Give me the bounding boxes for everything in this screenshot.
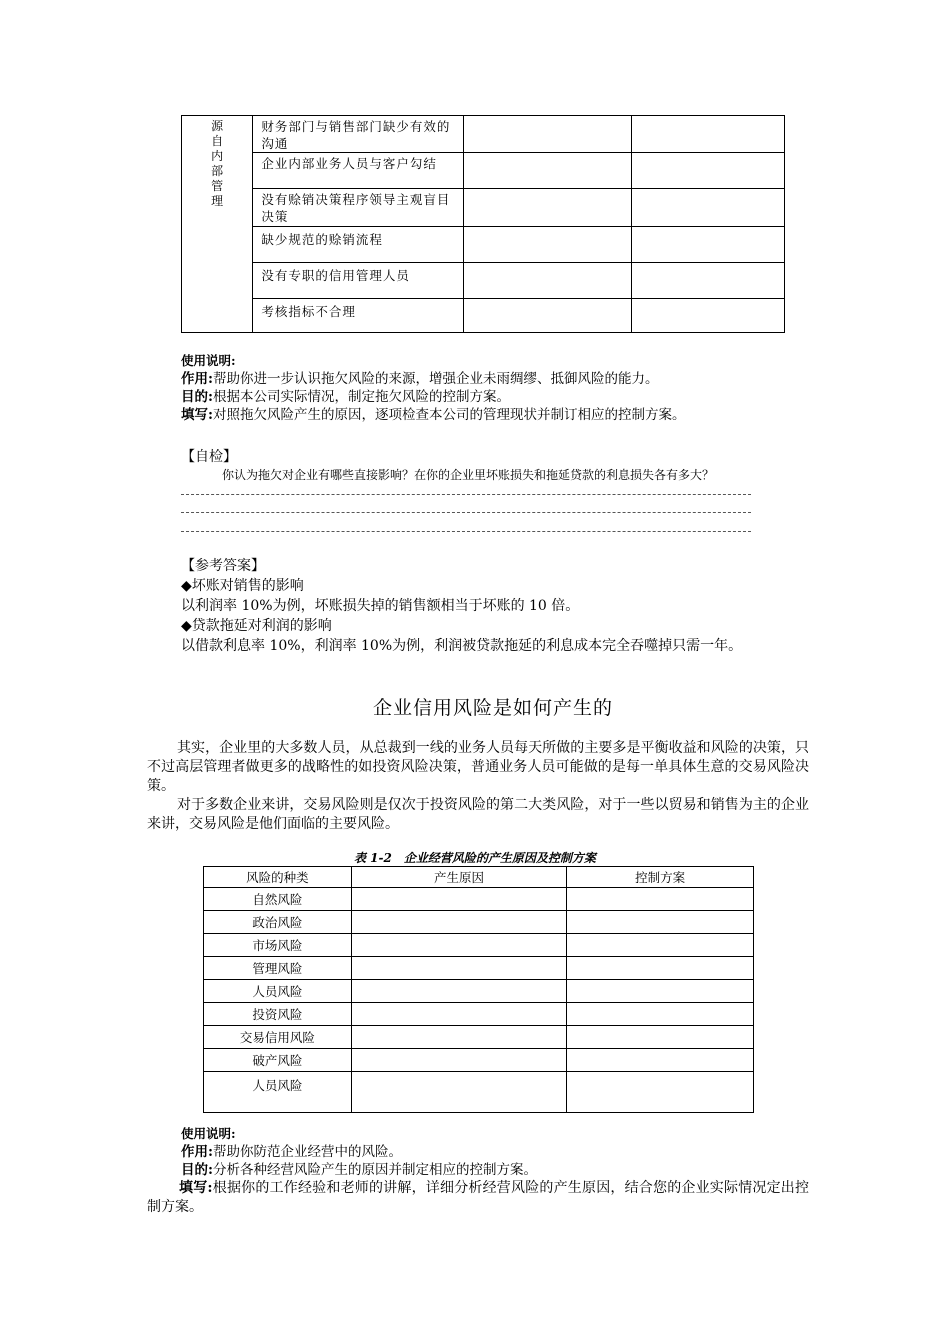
answer-item-text: 以借款利息率 10%，利润率 10%为例，利润被贷款拖延的利息成本完全吞噬掉只需一年。 (181, 638, 743, 654)
answer-line[interactable] (181, 531, 751, 532)
plan-input-cell[interactable] (567, 1072, 754, 1113)
source-cell (182, 116, 253, 333)
answer-line[interactable] (181, 494, 751, 495)
cause-cell: 缺少规范的赊销流程 (253, 227, 464, 263)
cause-cell: 没有赊销决策程序领导主观盲目决策 (253, 189, 464, 227)
plan-cell[interactable] (632, 227, 785, 263)
risk-type-cell: 人员风险 (204, 1072, 352, 1113)
cause-input-cell[interactable] (351, 980, 567, 1003)
selfcheck-question: 你认为拖欠对企业有哪些直接影响？在你的企业里坏账损失和拖延贷款的利息损失各有多大？ (222, 468, 715, 482)
answer-heading: 【参考答案】 (181, 558, 265, 574)
cause-input-cell[interactable] (351, 911, 567, 934)
plan-input-cell[interactable] (567, 957, 754, 980)
fill-instruction (147, 1179, 809, 1217)
plan-input-cell[interactable] (567, 911, 754, 934)
column-header: 控制方案 (567, 867, 754, 888)
status-cell[interactable] (464, 263, 632, 299)
plan-cell[interactable] (632, 116, 785, 153)
risk-type-cell: 市场风险 (204, 934, 352, 957)
fill-text: 根据你的工作经验和老师的讲解，详细分析经营风险的产生原因，结合您的企业实际情况定出控制方案。 (147, 1180, 810, 1215)
plan-input-cell[interactable] (567, 1026, 754, 1049)
section-title: 企业信用风险是如何产生的 (372, 697, 613, 719)
plan-cell[interactable] (632, 299, 785, 333)
source-label: 源自内部管理 (211, 119, 224, 208)
column-header: 产生原因 (351, 867, 567, 888)
reference-answer (181, 556, 742, 656)
answer-item-text: 以利润率 10%为例，坏账损失掉的销售额相当于坏账的 10 倍。 (181, 598, 580, 614)
section-paragraph: 对于多数企业来讲，交易风险则是仅次于投资风险的第二大类风险，对于一些以贸易和销售为主的企业来讲，交易风险是他们面临的主要风险。 (147, 797, 809, 832)
status-cell[interactable] (464, 299, 632, 333)
usage-heading: 使用说明: (181, 1126, 236, 1141)
cause-cell: 财务部门与销售部门缺少有效的沟通 (253, 116, 464, 153)
risk-type-cell: 管理风险 (204, 957, 352, 980)
business-risk-table (203, 866, 754, 1113)
answer-item-title: ◆贷款拖延对利润的影响 (181, 618, 332, 634)
status-cell[interactable] (464, 189, 632, 227)
fill-label: 填写: (181, 407, 213, 423)
plan-input-cell[interactable] (567, 934, 754, 957)
usage-notes-2 (181, 1125, 821, 1179)
goal-label: 目的: (181, 389, 213, 405)
goal-label: 目的: (181, 1162, 213, 1178)
risk-type-cell: 人员风险 (204, 980, 352, 1003)
effect-text: 帮助你防范企业经营中的风险。 (212, 1144, 402, 1160)
section-paragraph: 其实，企业里的大多数人员，从总裁到一线的业务人员每天所做的主要多是平衡收益和风险的决策，只不过高层管理者做更多的战略性的如投资风险决策，普通业务人员可能做的是每一单具体生意的交易风险决策。 (147, 740, 809, 794)
cause-input-cell[interactable] (351, 1003, 567, 1026)
plan-cell[interactable] (632, 189, 785, 227)
risk-source-table (181, 115, 785, 333)
table-caption: 表 1-2 企业经营风险的产生原因及控制方案 (354, 851, 596, 865)
cause-input-cell[interactable] (351, 1026, 567, 1049)
risk-type-cell: 自然风险 (204, 888, 352, 911)
risk-type-cell: 交易信用风险 (204, 1026, 352, 1049)
status-cell[interactable] (464, 227, 632, 263)
usage-heading: 使用说明: (181, 353, 236, 368)
selfcheck-heading: 【自检】 (181, 449, 237, 465)
cause-cell: 企业内部业务人员与客户勾结 (253, 153, 464, 189)
cause-cell: 没有专职的信用管理人员 (253, 263, 464, 299)
cause-cell: 考核指标不合理 (253, 299, 464, 333)
status-cell[interactable] (464, 116, 632, 153)
cause-input-cell[interactable] (351, 1049, 567, 1072)
answer-line[interactable] (181, 512, 751, 513)
risk-type-cell: 政治风险 (204, 911, 352, 934)
plan-input-cell[interactable] (567, 980, 754, 1003)
plan-input-cell[interactable] (567, 1049, 754, 1072)
plan-cell[interactable] (632, 263, 785, 299)
column-header: 风险的种类 (204, 867, 352, 888)
usage-notes-1 (181, 352, 821, 424)
fill-label: 填写: (179, 1180, 213, 1196)
answer-item-title: ◆坏账对销售的影响 (181, 578, 304, 594)
cause-input-cell[interactable] (351, 957, 567, 980)
plan-input-cell[interactable] (567, 888, 754, 911)
plan-cell[interactable] (632, 153, 785, 189)
cause-input-cell[interactable] (351, 934, 567, 957)
status-cell[interactable] (464, 153, 632, 189)
risk-type-cell: 投资风险 (204, 1003, 352, 1026)
plan-input-cell[interactable] (567, 1003, 754, 1026)
goal-text: 分析各种经营风险产生的原因并制定相应的控制方案。 (212, 1162, 537, 1178)
risk-type-cell: 破产风险 (204, 1049, 352, 1072)
effect-text: 帮助你进一步认识拖欠风险的来源，增强企业未雨绸缪、抵御风险的能力。 (212, 371, 659, 387)
cause-input-cell[interactable] (351, 888, 567, 911)
effect-label: 作用: (181, 371, 213, 387)
fill-text: 对照拖欠风险产生的原因，逐项检查本公司的管理现状并制订相应的控制方案。 (212, 407, 686, 423)
goal-text: 根据本公司实际情况，制定拖欠风险的控制方案。 (212, 389, 510, 405)
cause-input-cell[interactable] (351, 1072, 567, 1113)
effect-label: 作用: (181, 1144, 213, 1160)
